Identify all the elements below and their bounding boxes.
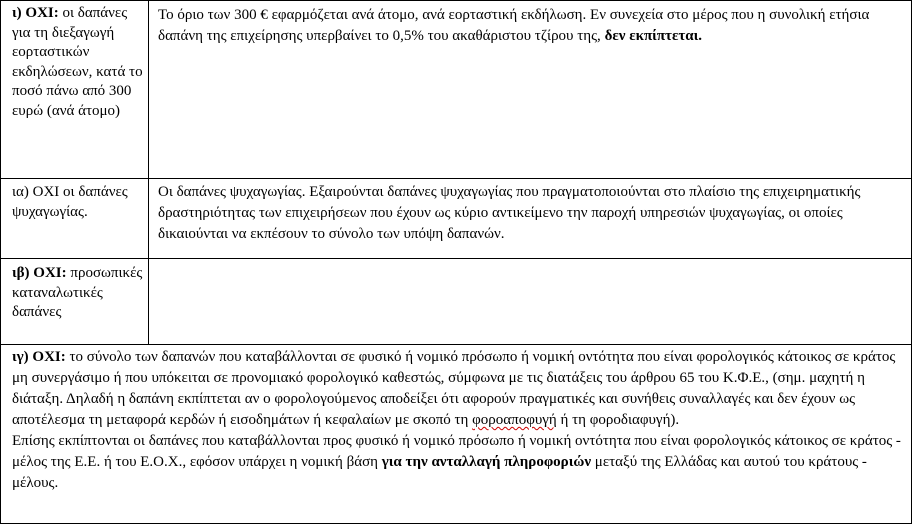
row2-label (12, 183, 144, 222)
row4-para1: το σύνολο των δαπανών που καταβάλλονται σε φυσικό ή νομικό πρόσωπο ή νομική οντότητα που είναι φορολογικός κάτοικος σε κράτος μη συνεργάσιμο ή που υπόκειται σε προνομιακό φορολογικό καθεστώς, σύμφωνα με τις διατάξεις του άρθρου 65 του Κ.Φ.Ε., (σημ. μαχητή η διάταξη. Δηλαδή η δαπάνη εκπίπτεται αν ο φορολογούμενος αποδείξει ότι αφορούν πραγματικές και συνήθεις συναλλαγές και δεν έχουν ως αποτέλεσμα τη μεταφορά κερδών ή εισοδημάτων ή κεφαλαίων με σκοπό τη (12, 349, 896, 428)
row-border (0, 523, 912, 524)
row1-label-text: οι δαπάνες για τη διεξαγωγή εορταστικών εκδηλώσεων, κατά το ποσό πάνω από 300 ευρώ (ανά άτομο) (12, 5, 143, 119)
row1-label-bold: ι) ΟΧΙ: (12, 5, 59, 21)
row3-label-text: προσωπικές καταναλωτικές δαπάνες (12, 265, 143, 320)
row2-text (158, 182, 906, 245)
row3-label (12, 264, 144, 323)
row1-label (12, 4, 144, 121)
row1-text (158, 5, 906, 47)
row4-text (12, 347, 910, 494)
row4-para2-end: μεταξύ της Ελλάδας και αυτού του κράτους - μέλους. (12, 454, 867, 491)
row2-label-text: ια) ΟΧΙ οι δαπάνες ψυχαγωγίας. (12, 184, 128, 220)
row1-body: Το όριο των 300 € εφαρμόζεται ανά άτομο, ανά εορταστική εκδήλωση. Εν συνεχεία στο μέρος που η συνολική ετήσια δαπάνη της επιχείρησης υπερβαίνει το 0,5% του ακαθάριστου τζίρου της, (158, 7, 870, 44)
row-border (0, 178, 912, 179)
col-border (0, 0, 1, 524)
row4-para1-end: ή τη φοροδιαφυγή). (556, 412, 680, 428)
row2-body: Οι δαπάνες ψυχαγωγίας. Εξαιρούνται δαπάνες ψυχαγωγίας που πραγματοποιούνται στο πλαίσιο της επιχειρηματικής δραστηριότητας των επιχειρήσεων που έχουν ως κύριο αντικείμενο την παροχή υπηρεσιών ψυχαγωγίας, οι οποίες δικαιούνται να εκπέσουν το σύνολο των υπόψη δαπανών. (158, 184, 861, 242)
row-border (0, 344, 912, 345)
row4-label-bold: ιγ) ΟΧΙ: (12, 349, 66, 365)
row-border (0, 258, 912, 259)
row4-para2: Επίσης εκπίπτονται οι δαπάνες που καταβάλλονται προς φυσικό ή νομικό πρόσωπο ή νομική οντότητα που είναι φορολογικός κάτοικος σε κράτος - μέλος της Ε.Ε. ή του Ε.Ο.Χ., εφόσον υπάρχει η νομική βάση (12, 433, 901, 470)
row4-para2-bold: για την ανταλλαγή πληροφοριών (381, 454, 592, 470)
row-border (0, 0, 912, 1)
row3-label-bold: ιβ) ΟΧΙ: (12, 265, 67, 281)
col-border (148, 0, 149, 344)
row1-body-bold: δεν εκπίπτεται. (604, 28, 703, 44)
row4-misspelled-word: φοροαποφυγή (472, 412, 557, 428)
